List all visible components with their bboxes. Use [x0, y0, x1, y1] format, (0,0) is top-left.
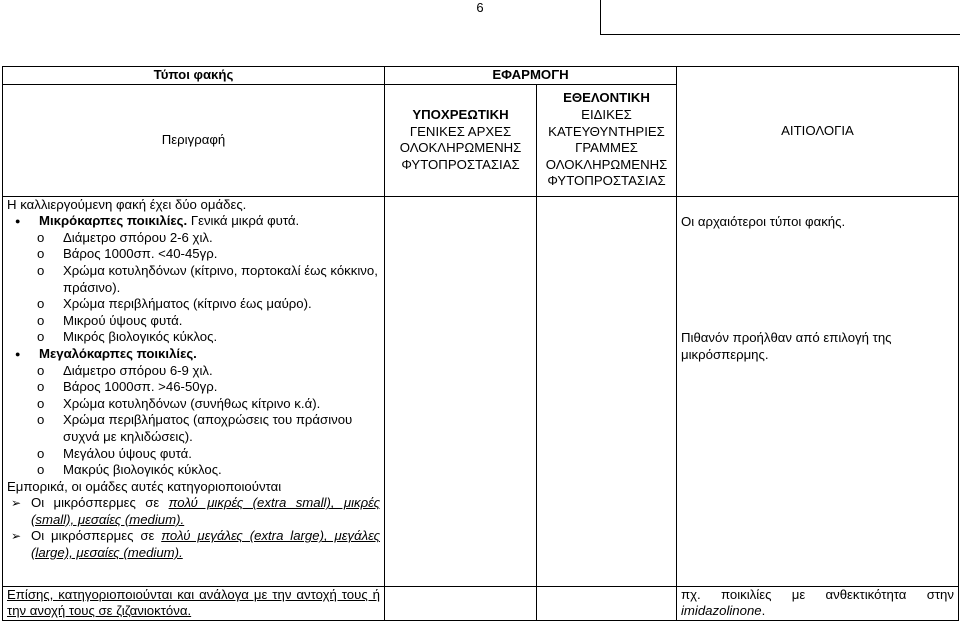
- rationale-imidazolinone: πχ. ποικιλίες με ανθεκτικότητα στην imidazolinone.: [677, 586, 959, 620]
- small-item: o Χρώμα κοτυληδόνων (κίτρινο, πορτοκαλί έως κόκκινο, πράσινο).: [63, 263, 380, 296]
- mandatory-line-3: ΟΛΟΚΛΗΡΩΜΕΝΗΣ: [399, 140, 522, 156]
- header-mandatory: [385, 84, 537, 196]
- voluntary-cell: [537, 196, 677, 586]
- large-seeded-group: ● Μεγαλόκαρπες ποικιλίες.: [25, 346, 380, 363]
- top-border-box: [600, 0, 960, 35]
- voluntary-line-1: ΕΙΔΙΚΕΣ: [581, 106, 632, 122]
- tolerance-text: Επίσης, κατηγοριοποιούνται και ανάλογα με την αντοχή τους ή την ανοχή τους σε ζιζανιοκτόνα.: [3, 586, 385, 620]
- mandatory-line-4: ΦΥΤΟΠΡΟΣΤΑΣΙΑΣ: [401, 156, 520, 172]
- voluntary-line-4: ΟΛΟΚΛΗΡΩΜΕΝΗΣ: [545, 156, 668, 172]
- mandatory-line-1: ΥΠΟΧΡΕΩΤΙΚΗ: [412, 106, 509, 122]
- arrow-item-large: ➢ Οι μικρόσπερμες σε πολύ μεγάλες (extra large), μεγάλες (large), μεσαίες (medium).: [7, 528, 380, 561]
- mandatory-cell-2: [385, 586, 537, 620]
- small-item: o Διάμετρο σπόρου 2-6 χιλ.: [63, 230, 380, 247]
- rationale-oldest: Οι αρχαιότεροι τύποι φακής.: [681, 213, 846, 229]
- description-cell: [3, 196, 385, 586]
- header-types-of-lentils: Τύποι φακής: [3, 67, 385, 85]
- small-item: o Βάρος 1000σπ. <40-45γρ.: [63, 246, 380, 263]
- voluntary-line-5: ΦΥΤΟΠΡΟΣΤΑΣΙΑΣ: [547, 173, 666, 189]
- voluntary-title: ΕΘΕΛΟΝΤΙΚΗ: [563, 90, 650, 106]
- large-item: o Μακρύς βιολογικός κύκλος.: [63, 462, 380, 479]
- arrow-item-small: ➢ Οι μικρόσπερμες σε πολύ μικρές (extra small), μικρές (small), μεσαίες (medium).: [7, 495, 380, 528]
- large-item: o Χρώμα περιβλήματος (αποχρώσεις του πράσινου συχνά με κηλιδώσεις).: [63, 412, 380, 445]
- rationale-origin: Πιθανόν προήλθαν από επιλογή της μικρόσπερμης.: [681, 330, 892, 362]
- large-item: o Βάρος 1000σπ. >46-50γρ.: [63, 379, 380, 396]
- lentil-types-table: [2, 66, 959, 621]
- header-description: Περιγραφή: [3, 84, 385, 196]
- small-item: o Χρώμα περιβλήματος (κίτρινο έως μαύρο).: [63, 296, 380, 313]
- voluntary-cell-2: [537, 586, 677, 620]
- commercial-text: Εμπορικά, οι ομάδες αυτές κατηγοριοποιούνται: [7, 478, 282, 494]
- mandatory-line-2: ΓΕΝΙΚΕΣ ΑΡΧΕΣ: [409, 123, 512, 139]
- header-voluntary: [537, 84, 677, 196]
- page-number: 6: [476, 0, 484, 15]
- small-item: o Μικρός βιολογικός κύκλος.: [63, 329, 380, 346]
- large-item: o Διάμετρο σπόρου 6-9 χιλ.: [63, 363, 380, 380]
- header-rationale: ΑΙΤΙΟΛΟΓΙΑ: [677, 67, 959, 197]
- large-item: o Χρώμα κοτυληδόνων (συνήθως κίτρινο κ.ά).: [63, 396, 380, 413]
- header-application: ΕΦΑΡΜΟΓΗ: [385, 67, 677, 85]
- intro-text: Η καλλιεργούμενη φακή έχει δύο ομάδες.: [7, 196, 247, 212]
- large-item: o Μεγάλου ύψους φυτά.: [63, 446, 380, 463]
- small-item: o Μικρού ύψους φυτά.: [63, 313, 380, 330]
- voluntary-line-3: ΓΡΑΜΜΕΣ: [575, 140, 638, 156]
- small-seeded-group: ● Μικρόκαρπες ποικιλίες. Γενικά μικρά φυτά.: [25, 213, 380, 230]
- rationale-cell: [677, 196, 959, 586]
- voluntary-line-2: ΚΑΤΕΥΘΥΝΤΗΡΙΕΣ: [548, 123, 665, 139]
- mandatory-cell: [385, 196, 537, 586]
